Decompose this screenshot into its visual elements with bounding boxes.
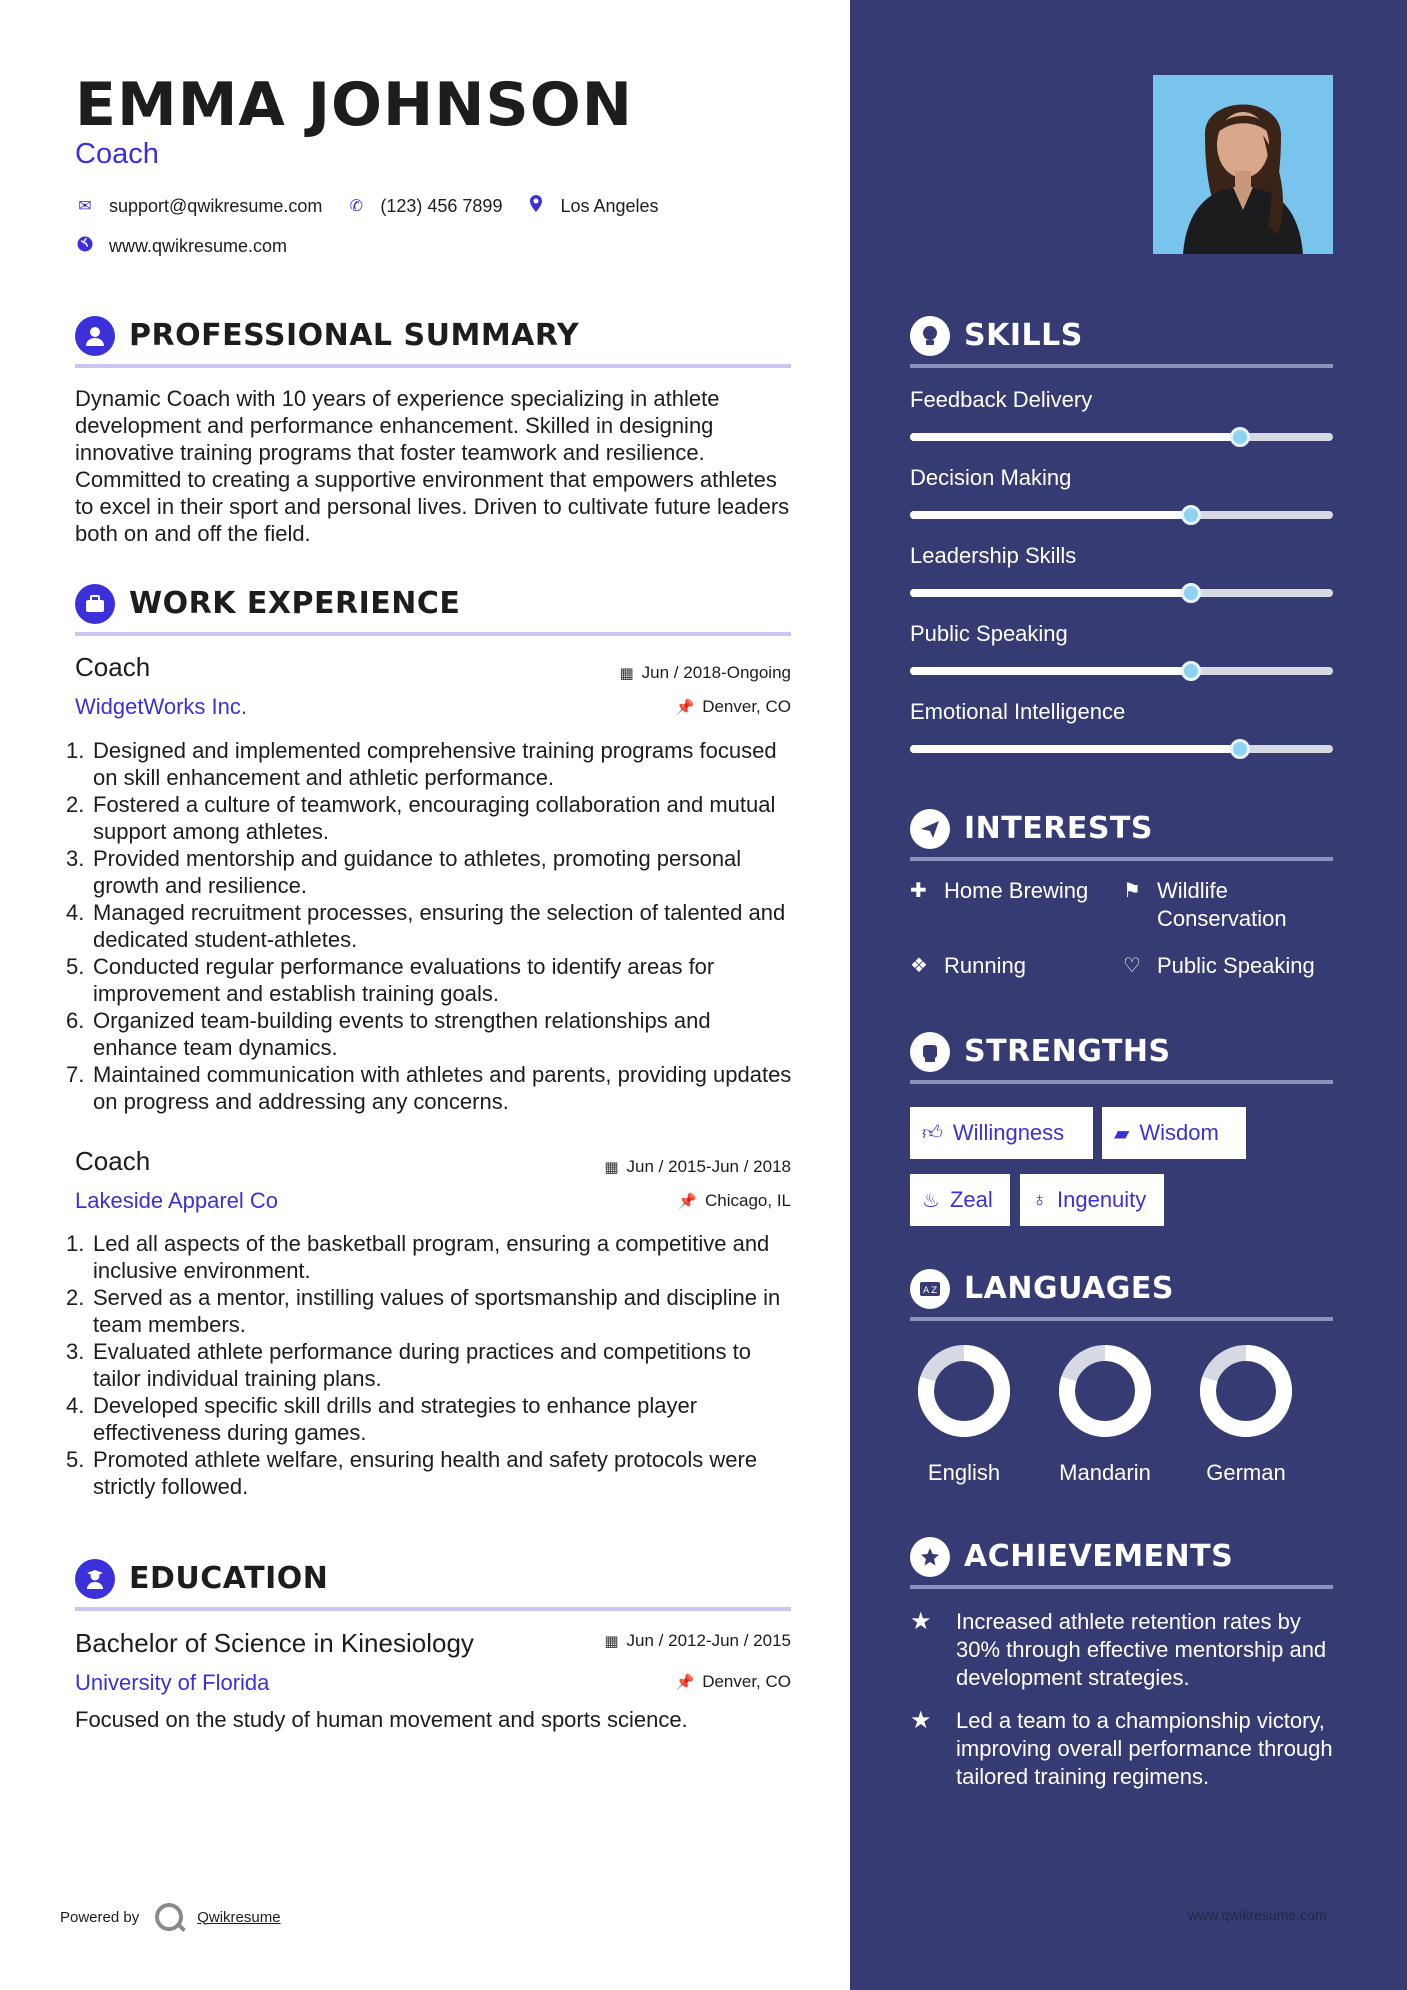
pin-icon: 📌 xyxy=(675,699,695,716)
summary-title: PROFESSIONAL SUMMARY xyxy=(129,318,580,353)
interest-label: Home Brewing xyxy=(944,878,1089,903)
strength-label: Zeal xyxy=(949,1187,993,1212)
skill-knob xyxy=(1181,505,1201,525)
education-title: EDUCATION xyxy=(129,1561,329,1596)
star-badge-icon xyxy=(910,1537,950,1577)
education-degree: Bachelor of Science in Kinesiology xyxy=(75,1628,474,1658)
shooting-star-icon: ★ xyxy=(910,1608,932,1635)
shooting-star-icon: ★ xyxy=(910,1707,932,1734)
contact-email[interactable]: support@qwikresume.com xyxy=(109,195,323,216)
strengths-header xyxy=(910,1032,1333,1082)
contact-website[interactable]: www.qwikresume.com xyxy=(109,236,288,256)
education-header xyxy=(75,1559,791,1609)
contact-row-web xyxy=(75,236,311,257)
languages-title: LANGUAGES xyxy=(964,1271,1174,1306)
skill-knob xyxy=(1181,583,1201,603)
job-bullets xyxy=(66,737,796,1115)
paw-icon: ❖ xyxy=(910,955,928,977)
interest-item xyxy=(1123,952,1333,980)
interest-label: Public Speaking xyxy=(1157,953,1315,978)
candidate-role: Coach xyxy=(75,138,159,170)
summary-text: Dynamic Coach with 10 years of experience specializing in athlete development and performance enhancement. Skilled in designing innovative training programs that foster teamwork and resilience. Committed to creating a supportive environment that empowers athletes to excel in their sport and personal lives. Driven to cultivate future leaders both on and off the field. xyxy=(75,386,790,546)
job-bullets xyxy=(66,1230,796,1500)
job-dates xyxy=(619,663,791,683)
achievements-divider xyxy=(910,1585,1333,1589)
language-ring xyxy=(1067,1353,1143,1429)
list-item: Led all aspects of the basketball program, ensuring a competitive and inclusive environment. xyxy=(93,1231,770,1283)
footer-powered-by xyxy=(60,1903,281,1931)
summary-header xyxy=(75,316,791,366)
achievement-item xyxy=(910,1707,1340,1791)
fist-icon xyxy=(910,1032,950,1072)
interest-item xyxy=(910,877,1120,905)
language-label: English xyxy=(927,1460,1001,1485)
job-company: WidgetWorks Inc. xyxy=(75,694,247,719)
skill-knob xyxy=(1230,739,1250,759)
sidebar xyxy=(850,0,1407,1990)
skills-title: SKILLS xyxy=(964,318,1083,353)
graduate-icon xyxy=(75,1559,115,1599)
experience-header xyxy=(75,584,791,634)
skill-label: Public Speaking xyxy=(910,621,1068,646)
interest-label: Wildlife Conservation xyxy=(1157,878,1287,931)
skills-divider xyxy=(910,364,1333,368)
education-divider xyxy=(75,1607,791,1611)
job-dates-text: Jun / 2015-Jun / 2018 xyxy=(626,1157,791,1176)
list-item: Maintained communication with athletes and parents, providing updates on progress and addressing any concerns. xyxy=(93,1062,792,1114)
contact-row xyxy=(75,195,683,217)
qwikresume-logo-icon xyxy=(155,1903,183,1931)
svg-text:A: A xyxy=(923,1286,930,1296)
languages-header xyxy=(910,1269,1333,1319)
education-location-text: Denver, CO xyxy=(702,1672,791,1691)
profile-photo xyxy=(1153,75,1333,254)
strength-chip xyxy=(1102,1107,1246,1159)
strength-chip xyxy=(910,1107,1093,1159)
calendar-icon: ▦ xyxy=(604,1159,619,1176)
language-ring xyxy=(926,1353,1002,1429)
language-rings xyxy=(850,1340,1407,1450)
map-marker-icon xyxy=(526,195,546,217)
achievements-header xyxy=(910,1537,1333,1587)
contact-location: Los Angeles xyxy=(560,195,659,216)
list-item: Promoted athlete welfare, ensuring health and safety protocols were strictly followed. xyxy=(93,1447,758,1499)
achievement-text: Led a team to a championship victory, improving overall performance through tailored training regimens. xyxy=(956,1708,1333,1789)
lightbulb-icon: ♁ xyxy=(1032,1188,1047,1211)
experience-title: WORK EXPERIENCE xyxy=(129,586,461,621)
calendar-icon: ▦ xyxy=(619,665,634,682)
thumbs-up-icon: 👍︎ xyxy=(922,1122,943,1144)
pin-icon: 📌 xyxy=(678,1193,697,1210)
lightbulb-icon xyxy=(910,316,950,356)
globe-icon xyxy=(75,236,95,257)
education-dates-text: Jun / 2012-Jun / 2015 xyxy=(626,1631,791,1650)
list-item: Developed specific skill drills and strategies to enhance player effectiveness during games. xyxy=(93,1393,698,1445)
skill-label: Decision Making xyxy=(910,465,1072,490)
interest-item xyxy=(910,952,1120,980)
achievement-text: Increased athlete retention rates by 30% through effective mentorship and development strategies. xyxy=(956,1609,1327,1690)
flag-icon: ⚑ xyxy=(1123,880,1141,902)
interests-divider xyxy=(910,857,1333,861)
languages-divider xyxy=(910,1317,1333,1321)
list-item: Fostered a culture of teamwork, encouraging collaboration and mutual support among athletes. xyxy=(93,792,776,844)
list-item: Managed recruitment processes, ensuring the selection of talented and dedicated student-athletes. xyxy=(93,900,786,952)
skill-bar xyxy=(910,667,1333,675)
job-title: Coach xyxy=(75,1146,151,1176)
language-icon xyxy=(910,1269,950,1309)
skill-bar-fill xyxy=(910,433,1240,441)
achievement-item xyxy=(910,1608,1340,1692)
strength-chip xyxy=(910,1174,1010,1226)
strengths-divider xyxy=(910,1080,1333,1084)
list-item: Conducted regular performance evaluations to identify areas for improvement and establish training goals. xyxy=(93,954,715,1006)
job-dates xyxy=(604,1157,791,1177)
footer-url[interactable]: www.qwikresume.com xyxy=(1188,1907,1327,1923)
phone-icon: ✆ xyxy=(349,198,364,215)
svg-text:Z: Z xyxy=(931,1286,938,1296)
powered-by-label: Powered by xyxy=(60,1908,140,1926)
heartbeat-icon: ♡ xyxy=(1123,955,1141,977)
pin-icon: 📌 xyxy=(675,1674,695,1691)
strength-label: Ingenuity xyxy=(1057,1187,1147,1212)
education-school: University of Florida xyxy=(75,1670,270,1695)
skill-bar-fill xyxy=(910,589,1191,597)
skill-bar-fill xyxy=(910,511,1191,519)
interests-title: INTERESTS xyxy=(964,811,1153,846)
job-dates-text: Jun / 2018-Ongoing xyxy=(641,663,791,682)
job-location xyxy=(678,1191,791,1211)
skill-knob xyxy=(1181,661,1201,681)
skills-header xyxy=(910,316,1333,366)
skill-label: Feedback Delivery xyxy=(910,387,1093,412)
puzzle-icon: ✚ xyxy=(910,880,927,902)
calendar-icon: ▦ xyxy=(604,1633,619,1650)
list-item: Served as a mentor, instilling values of sportsmanship and discipline in team members. xyxy=(93,1285,781,1337)
fire-icon: ♨ xyxy=(922,1189,940,1212)
experience-divider xyxy=(75,632,791,636)
book-icon: ▰ xyxy=(1114,1122,1130,1145)
contact-phone[interactable]: (123) 456 7899 xyxy=(380,195,503,216)
envelope-icon: ✉ xyxy=(78,198,92,215)
skill-bar xyxy=(910,433,1333,441)
education-location xyxy=(676,1672,792,1692)
job-company: Lakeside Apparel Co xyxy=(75,1188,279,1213)
user-icon xyxy=(75,316,115,356)
skill-bar-fill xyxy=(910,745,1240,753)
language-label: German xyxy=(1206,1460,1286,1485)
interest-item xyxy=(1123,877,1323,933)
strength-label: Willingness xyxy=(952,1120,1065,1145)
job-location-text: Chicago, IL xyxy=(705,1191,791,1210)
briefcase-icon xyxy=(75,584,115,624)
achievements-title: ACHIEVEMENTS xyxy=(964,1539,1234,1574)
education-dates xyxy=(604,1631,791,1651)
list-item: Designed and implemented comprehensive training programs focused on skill enhancement and athletic performance. xyxy=(93,738,777,790)
candidate-name: EMMA JOHNSON xyxy=(75,70,633,140)
list-item: Organized team-building events to strengthen relationships and enhance team dynamics. xyxy=(93,1008,711,1060)
skill-bar xyxy=(910,511,1333,519)
list-item: Evaluated athlete performance during practices and competitions to tailor individual training plans. xyxy=(93,1339,751,1391)
summary-divider xyxy=(75,364,791,368)
skill-label: Emotional Intelligence xyxy=(910,699,1126,724)
skill-label: Leadership Skills xyxy=(910,543,1077,568)
strengths-title: STRENGTHS xyxy=(964,1034,1171,1069)
qwikresume-link[interactable]: Qwikresume xyxy=(197,1908,281,1926)
job-location-text: Denver, CO xyxy=(702,697,791,716)
interest-label: Running xyxy=(944,953,1026,978)
skill-bar xyxy=(910,589,1333,597)
education-description: Focused on the study of human movement and sports science. xyxy=(75,1707,688,1732)
strength-chip xyxy=(1020,1174,1164,1226)
skill-knob xyxy=(1230,427,1250,447)
language-label: Mandarin xyxy=(1059,1460,1151,1485)
paper-plane-icon xyxy=(910,809,950,849)
job-title: Coach xyxy=(75,652,151,682)
job-location xyxy=(676,697,792,717)
strength-label: Wisdom xyxy=(1139,1120,1219,1145)
skill-bar xyxy=(910,745,1333,753)
skill-bar-fill xyxy=(910,667,1191,675)
interests-header xyxy=(910,809,1333,859)
language-ring xyxy=(1208,1353,1284,1429)
list-item: Provided mentorship and guidance to athletes, promoting personal growth and resilience. xyxy=(93,846,742,898)
